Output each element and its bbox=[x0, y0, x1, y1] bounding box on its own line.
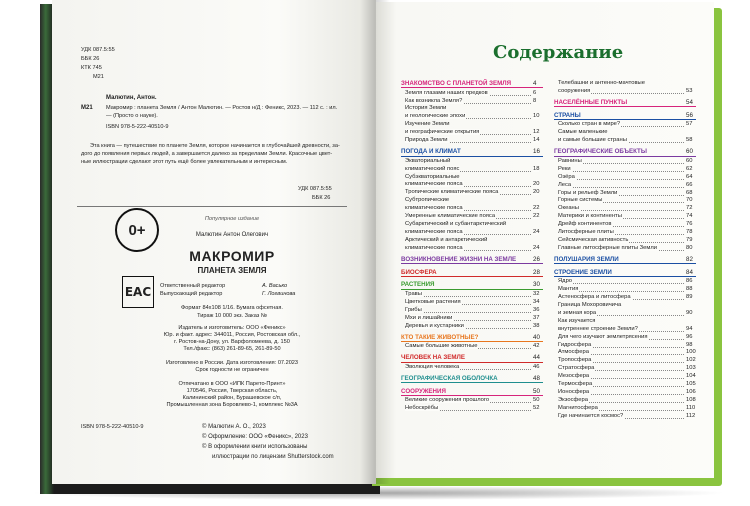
toc-item-page: 22 bbox=[533, 205, 540, 212]
toc-item-page: 8 bbox=[533, 97, 537, 104]
toc-item-title: Атмосфера bbox=[558, 349, 589, 356]
toc-item-title: Мхи и лишайники bbox=[405, 314, 453, 321]
toc-section-title: ГЕОГРАФИЧЕСКИЕ ОБЪЕКТЫ bbox=[554, 148, 647, 156]
format-line: Формат 84х108 1/16. Бумага офсетная. bbox=[181, 305, 283, 311]
toc-item-page: 102 bbox=[686, 357, 696, 364]
toc-item-page: 108 bbox=[686, 396, 696, 403]
toc-item-title: Океаны bbox=[558, 205, 579, 212]
age-rating-badge: 0+ bbox=[115, 208, 159, 252]
toc-item-title: Тропические климатические пояса bbox=[405, 189, 499, 196]
shelf-life: Срок годности не ограничен bbox=[195, 367, 269, 373]
toc-item-title: Деревья и кустарники bbox=[405, 322, 464, 329]
toc-item-title: Мантия bbox=[558, 286, 579, 293]
author-full-name: Малютин Антон Олегович bbox=[195, 232, 269, 238]
toc-item-title: Литосферные плиты bbox=[558, 229, 614, 235]
toc-item-page: 20 bbox=[533, 189, 540, 196]
toc-item-title: Самые большие животные bbox=[405, 343, 478, 350]
contents-page bbox=[376, 2, 714, 478]
toc-section-page: 26 bbox=[533, 255, 540, 263]
toc-section-rule bbox=[554, 263, 696, 264]
toc-item-title: климатические пояса bbox=[405, 228, 463, 235]
toc-section-page: 40 bbox=[533, 333, 540, 341]
toc-item-title: сооружения bbox=[558, 87, 591, 94]
toc-item-page: 12 bbox=[533, 129, 540, 136]
publisher-line-4: Тел./факс: (863) 261-89-65, 261-89-50 bbox=[183, 346, 281, 352]
publisher-line-1: Издатель и изготовитель: ООО «Феникс» bbox=[178, 325, 286, 331]
toc-item-title: Ядро bbox=[558, 278, 573, 285]
toc-item-page: 32 bbox=[533, 290, 540, 297]
book-subtitle: ПЛАНЕТА ЗЕМЛЯ bbox=[197, 266, 267, 275]
toc-item-page: 76 bbox=[686, 221, 693, 228]
toc-section-page: 82 bbox=[686, 255, 693, 263]
toc-item-page: 60 bbox=[686, 157, 693, 164]
toc-leader-dots bbox=[405, 290, 531, 297]
toc-item-page: 72 bbox=[686, 205, 693, 212]
toc-item-title: Арктический и антарктический bbox=[405, 236, 488, 243]
toc-item-title: Равнины bbox=[558, 157, 582, 164]
toc-item-page: 57 bbox=[686, 121, 693, 128]
toc-item-title: Материки и континенты bbox=[558, 213, 622, 220]
toc-leader-dots bbox=[405, 306, 531, 313]
toc-item-title: История Земли bbox=[405, 105, 447, 112]
toc-item-page: 89 bbox=[686, 294, 693, 301]
toc-leader-dots bbox=[558, 173, 684, 180]
toc-item-page: 86 bbox=[686, 278, 693, 285]
series-note: — (Просто о науке). bbox=[106, 113, 158, 119]
toc-item-title: Субарктический и субантарктический bbox=[405, 220, 507, 227]
toc-item-title: Стратосфера bbox=[558, 365, 595, 372]
copyright-author: © Малютин А. О., 2023 bbox=[202, 424, 266, 430]
toc-section-rule bbox=[401, 382, 543, 383]
toc-item-page: 66 bbox=[686, 181, 693, 188]
toc-item-title: Граница Мохоровичича bbox=[558, 302, 622, 308]
toc-item-title: Горы и рельеф Земли bbox=[558, 189, 618, 196]
toc-section-page: 28 bbox=[533, 268, 540, 276]
toc-item-page: 36 bbox=[533, 306, 540, 313]
toc-item-title: Субэкваториальные bbox=[405, 173, 460, 180]
editor-role: Ответственный редактор bbox=[160, 283, 226, 289]
printed-line-1: Отпечатано в ООО «ИПК Парето-Принт» bbox=[178, 381, 286, 387]
book-title: МАКРОМИР bbox=[189, 248, 275, 264]
toc-section-title: ПОЛУШАРИЯ ЗЕМЛИ bbox=[554, 255, 619, 263]
toc-item-page: 20 bbox=[533, 181, 540, 188]
toc-section-page: 50 bbox=[533, 387, 540, 395]
toc-item-page: 78 bbox=[686, 229, 693, 235]
toc-item-page: 98 bbox=[686, 341, 693, 348]
toc-item-title: Главные литосферные плиты Земли bbox=[558, 244, 657, 251]
toc-item-title: Умеренные климатические пояса bbox=[405, 213, 496, 219]
toc-item-title: Травы bbox=[405, 290, 422, 297]
imprint-page bbox=[52, 0, 376, 484]
toc-item-title: Экзосфера bbox=[558, 396, 588, 403]
toc-item-page: 110 bbox=[686, 404, 696, 411]
toc-section-title: ЧЕЛОВЕК НА ЗЕМЛЕ bbox=[401, 354, 466, 362]
toc-item-title: климатические пояса bbox=[405, 244, 463, 251]
toc-item-page: 70 bbox=[686, 197, 693, 204]
print-run: Тираж 10 000 экз. Заказ № bbox=[197, 313, 267, 319]
toc-item-title: климатические пояса bbox=[405, 181, 463, 188]
divider bbox=[77, 206, 347, 207]
bbk-code: ББК 26 bbox=[81, 56, 100, 62]
toc-item-page: 6 bbox=[533, 89, 537, 96]
toc-item-title: Горные системы bbox=[558, 197, 603, 204]
toc-item-title: Ионосфера bbox=[558, 388, 590, 395]
printed-line-3: Калининский район, Бурашевское с/п, bbox=[182, 395, 282, 401]
bibliographic-record: Макромир : планета Земля / Антон Малютин. — Ростов н/Д : Феникс, 2023. — 112 с. : ил. bbox=[106, 105, 338, 111]
toc-item-title: Великие сооружения прошлого bbox=[405, 397, 490, 404]
toc-item-page: 90 bbox=[686, 309, 693, 316]
toc-section-title: БИОСФЕРА bbox=[401, 268, 437, 276]
toc-item-page: 34 bbox=[533, 298, 540, 305]
toc-section-rule bbox=[401, 276, 543, 277]
toc-item-title: Цветковые растения bbox=[405, 298, 461, 305]
toc-item-page: 79 bbox=[686, 236, 693, 243]
ktk-code: КТК 745 bbox=[81, 65, 102, 71]
toc-item-page: 42 bbox=[533, 343, 540, 350]
toc-item-page: 74 bbox=[686, 213, 693, 220]
toc-item-title: Гидросфера bbox=[558, 341, 592, 348]
toc-item-page: 105 bbox=[686, 381, 696, 387]
toc-section-title: ГЕОГРАФИЧЕСКАЯ ОБОЛОЧКА bbox=[401, 375, 498, 382]
copyright-illustrations: © В оформлении книги использованы bbox=[202, 444, 308, 450]
toc-section-title: СТРАНЫ bbox=[554, 111, 581, 119]
toc-item-title: Тропосфера bbox=[558, 357, 592, 364]
toc-item-title: и географические открытия bbox=[405, 129, 480, 136]
toc-item-page: 103 bbox=[686, 365, 696, 372]
toc-item-title: климатический пояс bbox=[405, 165, 460, 172]
bbk-code-2: ББК 26 bbox=[312, 195, 331, 201]
toc-item-page: 10 bbox=[533, 113, 540, 120]
toc-item-page: 38 bbox=[533, 322, 540, 329]
toc-section-title: СТРОЕНИЕ ЗЕМЛИ bbox=[554, 268, 612, 276]
toc-section-page: 56 bbox=[686, 111, 693, 119]
toc-section-page: 44 bbox=[533, 354, 540, 362]
toc-item-title: Природа Земли bbox=[405, 137, 448, 143]
toc-item-page: 14 bbox=[533, 137, 540, 143]
toc-section-rule bbox=[554, 106, 696, 107]
toc-item-title: Земля глазами наших предков bbox=[405, 89, 488, 96]
annotation-line-1: Эта книга — путешествие по планете Земля, которое начинается в глубочайшей древности, за- bbox=[90, 143, 340, 149]
toc-item-page: 64 bbox=[686, 173, 693, 180]
toc-section-page: 30 bbox=[533, 281, 540, 289]
toc-item-page: 100 bbox=[686, 349, 696, 356]
toc-item-title: Реки bbox=[558, 165, 571, 172]
toc-item-title: и самые большие страны bbox=[558, 137, 627, 144]
toc-section-rule bbox=[401, 156, 543, 157]
publisher-line-2: Юр. и факт. адрес: 344011, Россия, Ростовская обл., bbox=[163, 332, 301, 338]
contents-heading: Содержание bbox=[493, 42, 624, 63]
toc-item-title: Где начинается космос? bbox=[558, 412, 624, 419]
toc-item-page: 22 bbox=[533, 213, 540, 219]
udk-code: УДК 087.5:55 bbox=[81, 47, 115, 53]
toc-item-title: Термосфера bbox=[558, 381, 593, 387]
toc-leader-dots bbox=[558, 165, 684, 172]
toc-section-title: ЗНАКОМСТВО С ПЛАНЕТОЙ ЗЕМЛЯ bbox=[401, 80, 512, 87]
toc-item-page: 106 bbox=[686, 388, 696, 395]
toc-item-title: Мезосфера bbox=[558, 373, 590, 380]
exec-editor-role: Выпускающий редактор bbox=[160, 291, 223, 297]
toc-section-title: РАСТЕНИЯ bbox=[401, 281, 435, 289]
toc-section-page: 54 bbox=[686, 99, 693, 106]
toc-item-title: Субтропические bbox=[405, 197, 450, 204]
toc-item-page: 80 bbox=[686, 244, 693, 251]
isbn-line: ISBN 978-5-222-40510-9 bbox=[106, 124, 169, 130]
eac-mark: EAC bbox=[122, 276, 154, 308]
edition-type: Популярное издание bbox=[204, 216, 260, 222]
toc-item-title: Астеносфера и литосфера bbox=[558, 294, 631, 301]
printed-line-2: 170546, Россия, Тверская область, bbox=[186, 388, 278, 394]
author-mark: М21 bbox=[93, 74, 104, 80]
toc-item-title: Магнитосфера bbox=[558, 404, 598, 411]
publisher-line-3: г. Ростов-на-Дону, ул. Варфоломеева, д. 150 bbox=[174, 339, 290, 345]
toc-leader-dots bbox=[558, 277, 684, 284]
author-heading: Малютин, Антон. bbox=[106, 95, 157, 101]
toc-section-title: ВОЗНИКНОВЕНИЕ ЖИЗНИ НА ЗЕМЛЕ bbox=[401, 255, 517, 263]
toc-section-rule bbox=[401, 263, 543, 264]
exec-editor-name: Г. Логвинова bbox=[262, 291, 296, 297]
toc-item-title: и геологические эпохи bbox=[405, 113, 466, 120]
toc-item-page: 50 bbox=[533, 397, 540, 404]
udk-code-2: УДК 087.5:55 bbox=[298, 186, 332, 192]
toc-item-title: внутреннее строение Земли? bbox=[558, 325, 638, 332]
toc-section-page: 4 bbox=[533, 80, 537, 87]
toc-item-title: Сколько стран в мире? bbox=[558, 121, 621, 128]
toc-section-page: 48 bbox=[533, 375, 540, 382]
toc-item-page: 37 bbox=[533, 314, 540, 321]
toc-section-title: КТО ТАКИЕ ЖИВОТНЫЕ? bbox=[401, 333, 479, 341]
toc-item-page: 104 bbox=[686, 373, 696, 380]
toc-item-title: и земная кора bbox=[558, 309, 597, 316]
toc-item-title: Грибы bbox=[405, 306, 422, 313]
toc-item-title: Самые маленькие bbox=[558, 129, 608, 136]
toc-section-title: СООРУЖЕНИЯ bbox=[401, 387, 446, 395]
isbn-bottom: ISBN 978-5-222-40510-9 bbox=[81, 424, 144, 430]
toc-item-page: 62 bbox=[686, 165, 693, 172]
toc-item-page: 96 bbox=[686, 333, 693, 340]
toc-item-title: Телебашни и антенно-мачтовые bbox=[558, 80, 645, 86]
toc-item-title: Изучение Земли bbox=[405, 121, 450, 128]
toc-item-page: 18 bbox=[533, 165, 540, 172]
toc-item-title: Озёра bbox=[558, 173, 575, 180]
toc-item-title: Дрейф континентов bbox=[558, 221, 612, 228]
toc-item-title: Экваториальный bbox=[405, 157, 451, 164]
author-mark-left: М21 bbox=[81, 105, 93, 111]
toc-item-page: 88 bbox=[686, 286, 693, 293]
toc-section-title: ПОГОДА И КЛИМАТ bbox=[401, 148, 461, 156]
toc-item-page: 52 bbox=[533, 405, 540, 412]
toc-item-page: 24 bbox=[533, 244, 540, 251]
toc-item-title: Для чего изучают землетрясения bbox=[558, 333, 648, 340]
toc-item-page: 58 bbox=[686, 137, 693, 144]
toc-item-page: 68 bbox=[686, 189, 693, 196]
toc-section-page: 16 bbox=[533, 148, 540, 156]
toc-section-title: НАСЕЛЁННЫЕ ПУНКТЫ bbox=[554, 99, 628, 106]
toc-item-title: Небоскрёбы bbox=[405, 405, 439, 412]
annotation-line-3: ные иллюстрации сделают этот путь ещё более увлекательным и интересным. bbox=[81, 159, 288, 165]
toc-section-page: 84 bbox=[686, 268, 693, 276]
made-in: Изготовлено в России. Дата изготовления: 07.2023 bbox=[165, 360, 299, 366]
toc-leader-dots bbox=[558, 181, 684, 188]
toc-item-page: 53 bbox=[686, 87, 693, 94]
toc-section-page: 60 bbox=[686, 148, 693, 156]
toc-item-title: Как возникла Земля? bbox=[405, 97, 463, 104]
printed-line-4: Промышленная зона Боровлево-1, комплекс №3А bbox=[166, 402, 298, 408]
toc-item-page: 46 bbox=[533, 363, 540, 370]
toc-item-page: 112 bbox=[686, 412, 696, 419]
toc-item-title: Сейсмическая активность bbox=[558, 236, 629, 243]
copyright-license: иллюстрации по лицензии Shutterstock.com bbox=[212, 454, 334, 460]
toc-item-title: Как изучается bbox=[558, 317, 596, 324]
toc-item-title: Леса bbox=[558, 181, 572, 188]
annotation-line-2: дого до появления первых людей, а завершается далеко за пределами Земли. Красочные цвет- bbox=[81, 151, 333, 157]
copyright-design: © Оформление: ООО «Феникс», 2023 bbox=[202, 434, 308, 440]
editor-name: А. Васько bbox=[262, 283, 288, 289]
toc-item-page: 24 bbox=[533, 228, 540, 235]
toc-item-page: 94 bbox=[686, 325, 693, 332]
toc-item-title: климатические пояса bbox=[405, 205, 463, 212]
toc-item-title: Эволюция человека bbox=[405, 363, 460, 370]
